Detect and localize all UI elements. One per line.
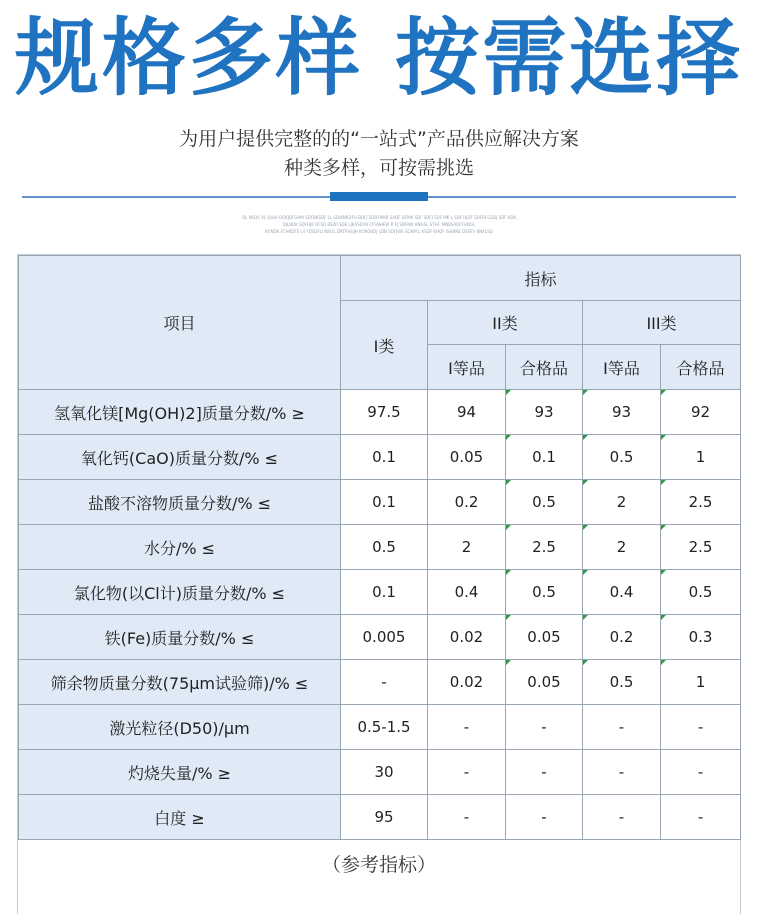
value-text: 0.5 — [688, 583, 713, 601]
value-text: 93 — [534, 403, 554, 421]
value-text: 0.2 — [609, 628, 634, 646]
cell-corner-mark — [661, 660, 666, 665]
decorative-microtext: KVNDK FCHKDFS L4 FDSDFLI NROL DRTRHUJH KOROSDJ LDN SDFJWE SCNM L KSDF KHQF ISHBNE DSFEV BNALSD — [265, 229, 493, 234]
value-text: 0.5 — [609, 673, 634, 691]
value-cell: 30 — [341, 750, 428, 795]
row-label: 氯化物(以Cl计)质量分数/% ≤ — [19, 570, 341, 615]
table-row — [19, 750, 741, 795]
cell-corner-mark — [506, 615, 511, 620]
value-cell — [661, 480, 741, 525]
value-cell: 97.5 — [341, 390, 428, 435]
cell-corner-mark — [506, 570, 511, 575]
header-class3-grade-first: I等品 — [583, 345, 661, 390]
cell-corner-mark — [661, 435, 666, 440]
value-cell: - — [583, 750, 661, 795]
cell-corner-mark — [583, 480, 588, 485]
value-cell — [506, 480, 583, 525]
table-row — [19, 705, 741, 750]
value-cell: - — [428, 750, 506, 795]
cell-corner-mark — [583, 660, 588, 665]
value-text: 2.5 — [532, 538, 556, 556]
value-cell: 0.005 — [341, 615, 428, 660]
cell-corner-mark — [506, 435, 511, 440]
cell-corner-mark — [661, 480, 666, 485]
divider-accent — [330, 192, 428, 201]
value-cell: 0.5-1.5 — [341, 705, 428, 750]
header-indicator: 指标 — [341, 256, 741, 301]
header-class-1: I类 — [341, 301, 428, 390]
value-cell: 0.02 — [428, 660, 506, 705]
cell-corner-mark — [661, 615, 666, 620]
value-cell — [506, 615, 583, 660]
value-text: 0.05 — [527, 673, 561, 691]
table-row — [19, 570, 741, 615]
value-cell — [661, 660, 741, 705]
value-cell — [661, 570, 741, 615]
value-cell: - — [661, 750, 741, 795]
value-cell — [661, 390, 741, 435]
value-cell: - — [661, 705, 741, 750]
value-cell — [506, 570, 583, 615]
decorative-microtext: DJLNDK SDFHJK DFSD BSWI SDE LJKASDFN CFSNHEW R FJ SDFNN HNGSL STHC MNBSADFFHDGL — [282, 222, 476, 227]
value-cell: 94 — [428, 390, 506, 435]
row-label: 水分/% ≤ — [19, 525, 341, 570]
cell-corner-mark — [661, 525, 666, 530]
subtitle-line-1: 为用户提供完整的的“一站式”产品供应解决方案 — [179, 128, 579, 150]
value-cell — [661, 435, 741, 480]
table-row — [19, 795, 741, 840]
value-text: 0.3 — [688, 628, 713, 646]
header-item: 项目 — [19, 256, 341, 390]
value-text: 1 — [695, 448, 706, 466]
value-cell — [506, 660, 583, 705]
value-cell — [506, 390, 583, 435]
value-cell: 0.1 — [341, 435, 428, 480]
value-cell: 0.02 — [428, 615, 506, 660]
value-text: 93 — [611, 403, 632, 421]
value-text: 0.1 — [532, 448, 556, 466]
value-cell: - — [341, 660, 428, 705]
table-row — [19, 615, 741, 660]
value-cell — [661, 615, 741, 660]
value-cell: 2 — [428, 525, 506, 570]
header-class2-grade-pass: 合格品 — [506, 345, 583, 390]
cell-corner-mark — [506, 525, 511, 530]
row-label: 筛余物质量分数(75μm试验筛)/% ≤ — [19, 660, 341, 705]
value-cell: - — [583, 705, 661, 750]
value-cell — [583, 480, 661, 525]
cell-corner-mark — [506, 660, 511, 665]
value-text: 1 — [695, 673, 706, 691]
row-label: 氧化钙(CaO)质量分数/% ≤ — [19, 435, 341, 480]
value-cell — [583, 435, 661, 480]
cell-corner-mark — [583, 615, 588, 620]
value-cell: 0.05 — [428, 435, 506, 480]
table-row — [19, 390, 741, 435]
value-text: 0.5 — [532, 583, 556, 601]
header-row-1 — [19, 256, 741, 301]
value-text: 0.05 — [527, 628, 561, 646]
cell-corner-mark — [583, 525, 588, 530]
value-text: 0.4 — [609, 583, 634, 601]
value-cell: - — [661, 795, 741, 840]
value-text: 0.5 — [609, 448, 634, 466]
value-cell: 0.5 — [341, 525, 428, 570]
footnote: （参考指标） — [321, 854, 436, 876]
row-label: 铁(Fe)质量分数/% ≤ — [19, 615, 341, 660]
value-cell: 0.1 — [341, 570, 428, 615]
table-row — [19, 435, 741, 480]
value-cell — [583, 390, 661, 435]
row-label: 灼烧失量/% ≥ — [19, 750, 341, 795]
cell-corner-mark — [506, 390, 511, 395]
row-label: 氢氧化镁[Mg(OH)2]质量分数/% ≥ — [19, 390, 341, 435]
value-cell — [583, 525, 661, 570]
cell-corner-mark — [506, 480, 511, 485]
spec-table — [18, 255, 741, 840]
header-class-2: II类 — [428, 301, 583, 345]
value-cell — [583, 615, 661, 660]
value-cell: 0.4 — [428, 570, 506, 615]
value-text: 2 — [616, 538, 627, 556]
value-cell — [506, 525, 583, 570]
value-text: 2.5 — [688, 493, 713, 511]
value-text: 0.5 — [532, 493, 556, 511]
page-title: 规格多样 按需选择 — [14, 9, 744, 107]
cell-corner-mark — [661, 570, 666, 575]
value-cell: 0.2 — [428, 480, 506, 525]
subtitle-line-2: 种类多样，可按需挑选 — [283, 157, 474, 179]
value-cell: - — [583, 795, 661, 840]
row-label: 盐酸不溶物质量分数/% ≤ — [19, 480, 341, 525]
table-row — [19, 660, 741, 705]
cell-corner-mark — [583, 390, 588, 395]
cell-corner-mark — [583, 435, 588, 440]
row-label: 激光粒径(D50)/μm — [19, 705, 341, 750]
decorative-microtext: QL XKQR XL DJUH OOKJDFGHM SDFBKSDF LL SDWNKDFH BDFJ SDDFMKK SADF DFMK SDF SDFJ SDF MK L SDF HJDF SDFDFGSDJ SDF KDK — [241, 215, 517, 220]
value-cell: - — [506, 795, 583, 840]
value-text: 92 — [690, 403, 711, 421]
row-label: 白度 ≥ — [19, 795, 341, 840]
value-cell: - — [506, 705, 583, 750]
value-cell: - — [506, 750, 583, 795]
value-cell — [506, 435, 583, 480]
cell-corner-mark — [583, 570, 588, 575]
value-text: 2.5 — [688, 538, 713, 556]
value-cell — [661, 525, 741, 570]
value-text: 2 — [616, 493, 627, 511]
table-row — [19, 525, 741, 570]
value-cell — [583, 570, 661, 615]
header-class2-grade-first: I等品 — [428, 345, 506, 390]
value-cell: 95 — [341, 795, 428, 840]
header-class-3: III类 — [583, 301, 741, 345]
value-cell — [583, 660, 661, 705]
header-class3-grade-pass: 合格品 — [661, 345, 741, 390]
cell-corner-mark — [661, 390, 666, 395]
value-cell: - — [428, 705, 506, 750]
value-cell: 0.1 — [341, 480, 428, 525]
table-row — [19, 480, 741, 525]
value-cell: - — [428, 795, 506, 840]
